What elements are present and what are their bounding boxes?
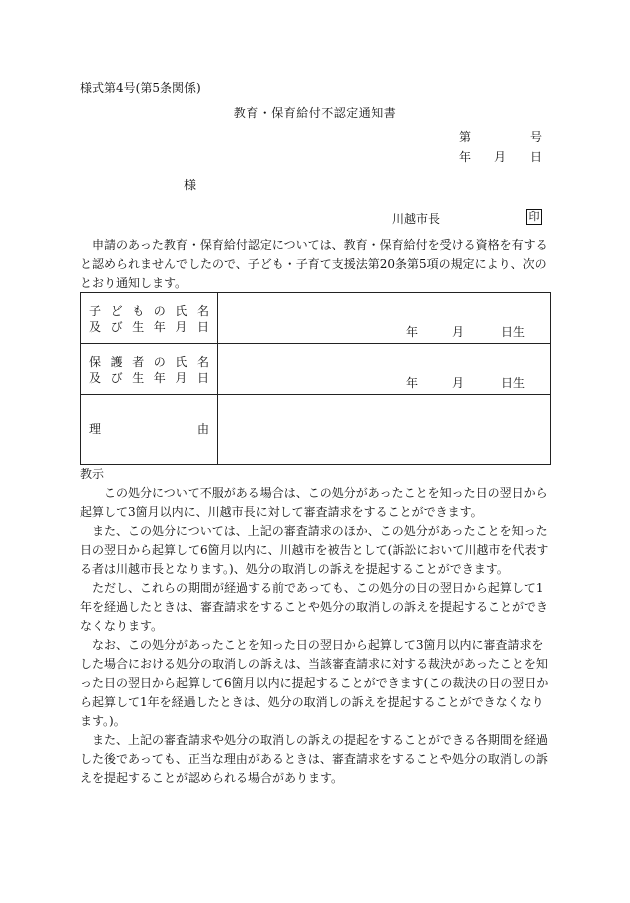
seal-mark: 印	[526, 209, 542, 225]
date-month: 月	[494, 150, 507, 164]
date-year: 年	[459, 150, 472, 164]
issuer-name: 川越市長	[392, 212, 441, 226]
number-dai: 第	[459, 130, 472, 144]
guardian-birth-month: 月	[452, 376, 465, 390]
document-title: 教育・保育給付不認定通知書	[233, 106, 397, 120]
child-birth-month: 月	[452, 325, 465, 339]
notice-paragraph: また、この処分については、上記の審査請求のほか、この処分があったことを知った日の翌日から起算して6箇月以内に、川越市を被告として(訴訟において川越市を代表する者は川越市長となります。)、処分の取消しの訴えを提起することができます。	[80, 524, 549, 576]
notice-paragraph: ただし、これらの期間が経過する前であっても、この処分の日の翌日から起算して1年を経過したときは、審査請求をすることや処分の取消しの訴えを提起することができなくなります。	[80, 581, 549, 633]
child-value-cell	[218, 293, 551, 344]
addressee-suffix: 様	[184, 178, 197, 192]
guardian-label-line2: 及 び 生 年 月 日	[89, 371, 209, 385]
notice-paragraph: この処分について不服がある場合は、この処分があったことを知った日の翌日から起算して3箇月以内に、川越市長に対して審査請求をすることができます。	[80, 486, 548, 519]
guardian-birth-year: 年	[406, 376, 419, 390]
intro-text: 申請のあった教育・保育給付認定については、教育・保育給付を受ける資格を有すると認められませんでしたので、子ども・子育て支援法第20条第5項の規定により、次のとおり通知します。	[80, 238, 548, 290]
form-number: 様式第4号(第5条関係)	[80, 81, 201, 95]
notice-paragraph: また、上記の審査請求や処分の取消しの訴えの提起をすることができる各期間を経過した後であっても、正当な理由があるときは、審査請求をすることや処分の取消しの訴えを提起することが認められる場合があります。	[80, 733, 549, 785]
child-label-line2: 及 び 生 年 月 日	[89, 320, 209, 334]
notice-body	[80, 484, 552, 788]
table-row-child	[81, 293, 551, 344]
table-row-reason	[81, 395, 551, 465]
guardian-label-line1: 保 護 者 の 氏 名	[89, 355, 209, 369]
date-day: 日	[530, 150, 543, 164]
child-birth-day: 日生	[501, 325, 526, 339]
guardian-value-cell	[218, 344, 551, 395]
child-label-cell	[81, 293, 218, 344]
info-table	[80, 292, 551, 465]
reason-value-cell	[218, 395, 551, 465]
table-row-guardian	[81, 344, 551, 395]
guardian-label-cell	[81, 344, 218, 395]
child-birth-year: 年	[406, 325, 419, 339]
child-label-line1: 子 ど も の 氏 名	[89, 304, 209, 318]
reason-label: 理 由	[89, 422, 209, 436]
notice-heading: 教示	[80, 467, 105, 481]
notice-paragraph: なお、この処分があったことを知った日の翌日から起算して3箇月以内に審査請求をした場合における処分の取消しの訴えは、当該審査請求に対する裁決があったことを知った日の翌日から起算して6箇月以内に提起することができます(この裁決の日の翌日から起算して1年を経過したときは、処分の取消しの訴えを提起することができなくなります。)。	[80, 638, 549, 728]
guardian-birth-day: 日生	[501, 376, 526, 390]
reason-label-cell	[81, 395, 218, 465]
number-go: 号	[530, 130, 543, 144]
